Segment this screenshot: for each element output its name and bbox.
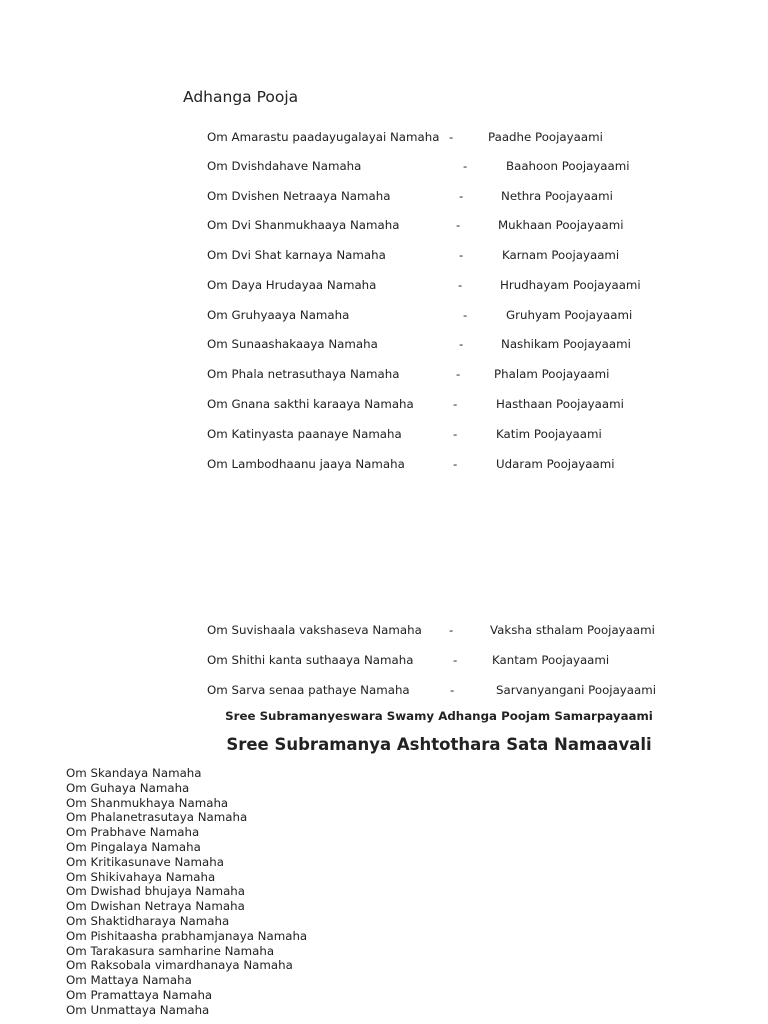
dash-separator: - [453,397,458,411]
namaavali-item: Om Pishitaasha prabhamjanaya Namaha [66,928,308,943]
pooja-row [207,426,687,442]
offering-text: Nashikam Poojayaami [501,337,631,351]
namaavali-item: Om Prabhave Namaha [66,825,200,840]
pooja-row [207,622,687,638]
dash-separator: - [456,218,461,232]
mantra-text: Om Gruhyaaya Namaha [207,308,350,322]
dash-separator: - [453,427,458,441]
pooja-row [207,158,687,174]
namaavali-item: Om Phalanetrasutaya Namaha [66,810,248,825]
namaavali-item: Om Pingalaya Namaha [66,839,201,854]
namaavali-item: Om Dwishan Netraya Namaha [66,899,245,914]
dash-separator: - [449,623,454,637]
pooja-row [207,277,687,293]
pooja-row [207,307,687,323]
offering-text: Phalam Poojayaami [494,367,610,381]
namaavali-item: Om Tarakasura samharine Namaha [66,943,275,958]
mantra-text: Om Suvishaala vakshaseva Namaha [207,623,422,637]
namaavali-item: Om Guhaya Namaha [66,780,190,795]
namaavali-item: Om Shaktidharaya Namaha [66,913,230,928]
pooja-row [207,652,687,668]
dash-separator: - [453,457,458,471]
dash-separator: - [463,308,468,322]
dash-separator: - [459,337,464,351]
mantra-text: Om Gnana sakthi karaaya Namaha [207,397,414,411]
offering-text: Karnam Poojayaami [502,248,620,262]
dash-separator: - [449,130,454,144]
mantra-text: Om Dvishdahave Namaha [207,159,362,173]
pooja-row [207,129,687,145]
namaavali-item: Om Shikivahaya Namaha [66,869,216,884]
mantra-text: Om Dvishen Netraaya Namaha [207,189,391,203]
namaavali-item: Om Unmattaya Namaha [66,1002,210,1017]
dash-separator: - [459,248,464,262]
offering-text: Gruhyam Poojayaami [506,308,633,322]
offering-text: Paadhe Poojayaami [488,130,603,144]
namaavali-item: Om Mattaya Namaha [66,973,192,988]
pooja-row [207,247,687,263]
namaavali-item: Om Kritikasunave Namaha [66,854,224,869]
pooja-row [207,366,687,382]
mantra-text: Om Dvi Shat karnaya Namaha [207,248,386,262]
offering-text: Sarvanyangani Poojayaami [496,683,657,697]
mantra-text: Om Dvi Shanmukhaaya Namaha [207,218,400,232]
dash-separator: - [459,189,464,203]
mantra-text: Om Katinyasta paanaye Namaha [207,427,402,441]
offering-text: Hrudhayam Poojayaami [500,278,641,292]
namaavali-list [66,766,307,1018]
namaavali-item: Om Skandaya Namaha [66,766,202,780]
namaavali-item: Om Pramattaya Namaha [66,987,213,1002]
section-title-adhanga-pooja: Adhanga Pooja [183,88,299,106]
namaavali-item: Om Shanmukhaya Namaha [66,795,229,810]
pooja-row [207,188,687,204]
dash-separator: - [453,653,458,667]
offering-text: Kantam Poojayaami [492,653,610,667]
dash-separator: - [450,683,455,697]
adhanga-closing-line: Sree Subramanyeswara Swamy Adhanga Poojam Samarpayaami [225,709,653,723]
offering-text: Katim Poojayaami [496,427,602,441]
mantra-text: Om Sarva senaa pathaye Namaha [207,683,410,697]
pooja-row [207,396,687,412]
mantra-text: Om Daya Hrudayaa Namaha [207,278,377,292]
mantra-text: Om Sunaashakaaya Namaha [207,337,378,351]
namaavali-item: Om Dwishad bhujaya Namaha [66,884,246,899]
offering-text: Nethra Poojayaami [501,189,613,203]
dash-separator: - [463,159,468,173]
offering-text: Mukhaan Poojayaami [498,218,624,232]
offering-text: Baahoon Poojayaami [506,159,630,173]
offering-text: Vaksha sthalam Poojayaami [490,623,655,637]
ashtothara-title: Sree Subramanya Ashtothara Sata Namaavali [226,735,652,754]
pooja-row [207,682,687,698]
mantra-text: Om Lambodhaanu jaaya Namaha [207,457,405,471]
offering-text: Hasthaan Poojayaami [496,397,624,411]
mantra-text: Om Shithi kanta suthaaya Namaha [207,653,414,667]
dash-separator: - [456,367,461,381]
namaavali-item: Om Raksobala vimardhanaya Namaha [66,958,293,973]
pooja-row [207,336,687,352]
pooja-row [207,456,687,472]
dash-separator: - [458,278,463,292]
mantra-text: Om Phala netrasuthaya Namaha [207,367,400,381]
offering-text: Udaram Poojayaami [496,457,615,471]
pooja-row [207,217,687,233]
mantra-text: Om Amarastu paadayugalayai Namaha [207,130,440,144]
